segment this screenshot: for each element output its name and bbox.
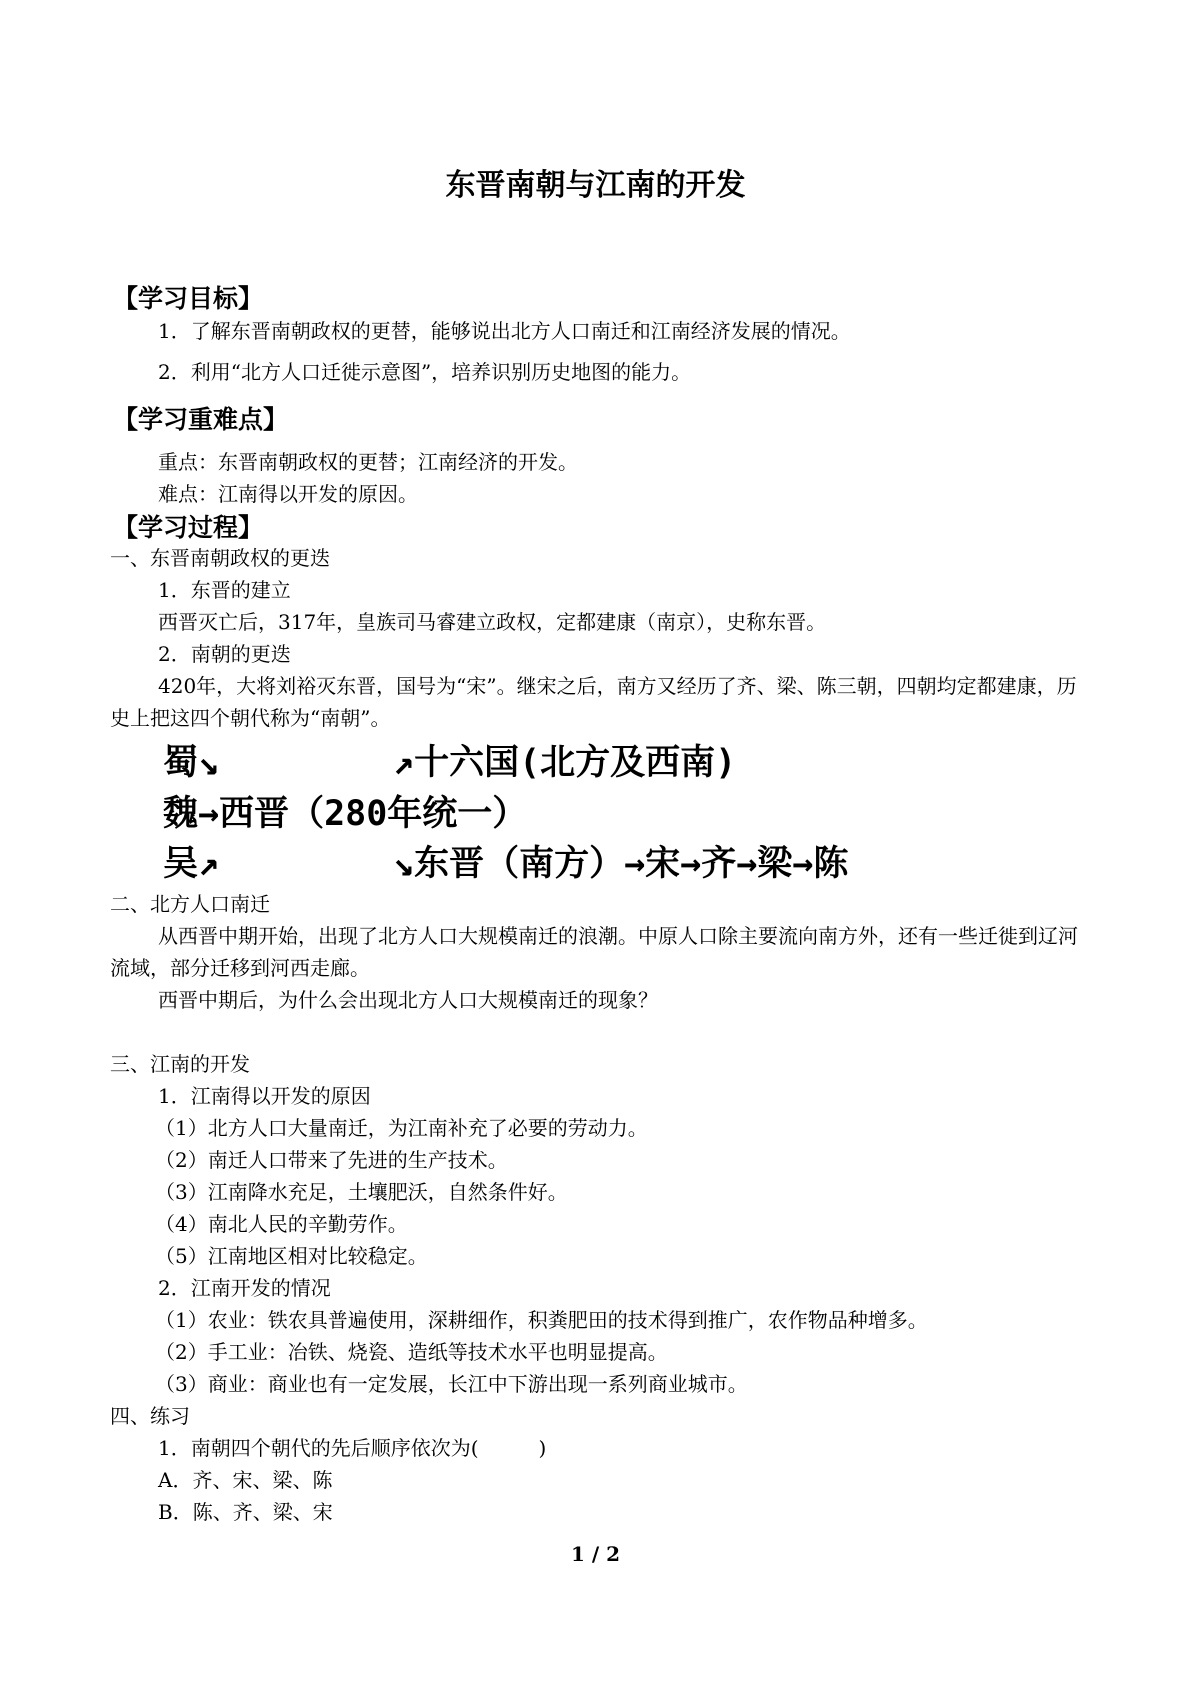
reason-item: （3）江南降水充足，土壤肥沃，自然条件好。 xyxy=(155,1180,568,1204)
part2-heading: 二、北方人口南迁 xyxy=(110,892,270,916)
section-heading-key-points: 【学习重难点】 xyxy=(113,405,289,434)
reason-item: （4）南北人民的辛勤劳作。 xyxy=(155,1212,408,1236)
part2-text: 从西晋中期开始，出现了北方人口大规模南迁的浪潮。中原人口除主要流向南方外，还有一些迁徙到辽河流域，部分迁移到河西走廊。 xyxy=(110,924,1078,980)
situation-item: （1）农业：铁农具普遍使用，深耕细作，积粪肥田的技术得到推广，农作物品种增多。 xyxy=(155,1308,928,1332)
part3-sub2: 2．江南开发的情况 xyxy=(158,1276,331,1300)
goal-item-1: 1．了解东晋南朝政权的更替，能够说出北方人口南迁和江南经济发展的情况。 xyxy=(158,319,851,343)
part4-heading: 四、练习 xyxy=(110,1404,190,1428)
part2-question: 西晋中期后，为什么会出现北方人口大规模南迁的现象？ xyxy=(158,988,658,1012)
diagram-shu: 蜀↘ xyxy=(163,743,220,783)
situation-item: （3）商业：商业也有一定发展，长江中下游出现一系列商业城市。 xyxy=(155,1372,748,1396)
part1-sub1: 1．东晋的建立 xyxy=(158,578,291,602)
situation-item: （2）手工业：冶铁、烧瓷、造纸等技术水平也明显提高。 xyxy=(155,1340,668,1364)
part1-sub1-text: 西晋灭亡后，317年，皇族司马睿建立政权，定都建康（南京），史称东晋。 xyxy=(158,610,827,634)
exercise-option-a: A．齐、宋、梁、陈 xyxy=(158,1468,333,1492)
part3-sub1: 1．江南得以开发的原因 xyxy=(158,1084,371,1108)
diagram-wei-western-jin: 魏→西晋（280年统一） xyxy=(163,794,528,834)
reason-item: （2）南迁人口带来了先进的生产技术。 xyxy=(155,1148,508,1172)
section-heading-goals: 【学习目标】 xyxy=(113,284,264,313)
difficult-point: 难点：江南得以开发的原因。 xyxy=(158,482,418,506)
goal-item-2: 2．利用“北方人口迁徙示意图”，培养识别历史地图的能力。 xyxy=(158,360,692,384)
diagram-wu: 吴↗ xyxy=(163,844,220,884)
exercise-option-b: B．陈、齐、梁、宋 xyxy=(158,1500,333,1524)
exercise-question-1: 1．南朝四个朝代的先后顺序依次为( ) xyxy=(158,1436,547,1460)
page-title: 东晋南朝与江南的开发 xyxy=(445,168,746,203)
reason-item: （5）江南地区相对比较稳定。 xyxy=(155,1244,428,1268)
part1-heading: 一、东晋南朝政权的更迭 xyxy=(110,546,330,570)
part1-sub2: 2．南朝的更迭 xyxy=(158,642,291,666)
key-point: 重点：东晋南朝政权的更替；江南经济的开发。 xyxy=(158,450,578,474)
reason-item: （1）北方人口大量南迁，为江南补充了必要的劳动力。 xyxy=(155,1116,648,1140)
page-number: 1 / 2 xyxy=(570,1542,621,1566)
part1-sub2-text: 420年，大将刘裕灭东晋，国号为“宋”。继宋之后，南方又经历了齐、梁、陈三朝，四朝均定都建康，历史上把这四个朝代称为“南朝”。 xyxy=(110,674,1077,730)
diagram-eastern-jin-southern-dynasties: ↘东晋（南方）→宋→齐→梁→陈 xyxy=(393,844,849,884)
section-heading-process: 【学习过程】 xyxy=(113,513,264,542)
diagram-sixteen-kingdoms: ↗十六国(北方及西南) xyxy=(393,743,737,783)
part3-heading: 三、江南的开发 xyxy=(110,1052,250,1076)
